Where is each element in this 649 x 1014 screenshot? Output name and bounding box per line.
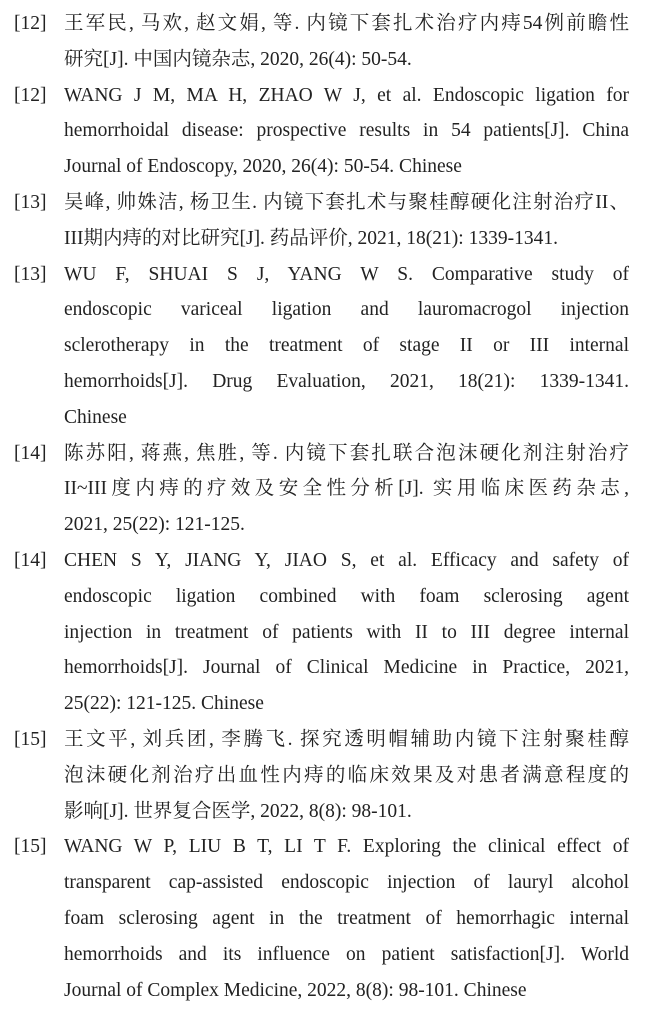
reference-text: 陈苏阳, 蒋燕, 焦胜, 等. 内镜下套扎联合泡沫硬化剂注射治疗 [64,442,629,464]
reference-line [14,292,629,328]
reference-text: endoscopic ligation combined with foam sclerosing agent [64,585,629,607]
reference-text: WU F, SHUAI S J, YANG W S. Comparative study of [64,263,629,285]
reference-line [14,543,629,579]
reference-line [14,937,629,973]
reference-list [14,6,629,1008]
reference-line [14,794,629,830]
reference-entry [14,185,629,257]
reference-text: transparent cap-assisted endoscopic injection of lauryl alcohol [64,872,629,894]
reference-line [14,221,629,257]
reference-text: Journal of Endoscopy, 2020, 26(4): 50-54. Chinese [64,156,462,178]
reference-entry [14,722,629,829]
reference-number: [13] [14,191,47,213]
reference-text: endoscopic variceal ligation and lauromacrogol injection [64,299,629,321]
reference-line [14,328,629,364]
reference-line [14,185,629,221]
reference-entry [14,6,629,78]
reference-entry [14,257,629,436]
reference-number: [12] [14,13,47,34]
reference-line [14,471,629,507]
reference-text: 王文平, 刘兵团, 李腾飞. 探究透明帽辅助内镜下注射聚桂醇 [64,728,629,750]
reference-entry [14,436,629,543]
reference-line [14,149,629,185]
reference-line [14,973,629,1009]
reference-line [14,901,629,937]
reference-entry [14,829,629,1008]
reference-line [14,579,629,615]
reference-text: 2021, 25(22): 121-125. [64,514,245,536]
reference-text: 影响[J]. 世界复合医学, 2022, 8(8): 98-101. [64,800,412,822]
reference-text: 泡沫硬化剂治疗出血性内痔的临床效果及对患者满意程度的 [64,764,629,786]
reference-line [14,42,629,78]
reference-text: WANG J M, MA H, ZHAO W J, et al. Endoscopic ligation for [64,84,629,106]
reference-text: WANG W P, LIU B T, LI T F. Exploring the clinical effect of [64,836,629,858]
reference-text: 研究[J]. 中国内镜杂志, 2020, 26(4): 50-54. [64,48,412,70]
reference-text: foam sclerosing agent in the treatment of hemorrhagic internal [64,907,629,929]
reference-text: CHEN S Y, JIANG Y, JIAO S, et al. Efficacy and safety of [64,549,629,571]
reference-text: injection in treatment of patients with II to III degree internal [64,621,629,643]
reference-line [14,507,629,543]
reference-entry [14,78,629,185]
reference-line [14,722,629,758]
reference-text: 吴峰, 帅姝洁, 杨卫生. 内镜下套扎术与聚桂醇硬化注射治疗II、 [64,191,629,213]
reference-line [14,364,629,400]
reference-text: sclerotherapy in the treatment of stage II or III internal [64,335,629,357]
reference-line [14,615,629,651]
reference-text: 王军民, 马欢, 赵文娟, 等. 内镜下套扎术治疗内痔54例前瞻性 [64,13,629,34]
reference-line [14,400,629,436]
reference-text: hemorrhoids[J]. Journal of Clinical Medicine in Practice, 2021, [64,657,629,679]
reference-number: [14] [14,442,47,464]
reference-line [14,78,629,114]
reference-number: [14] [14,549,47,571]
reference-number: [15] [14,836,47,858]
reference-text: Chinese [64,406,127,428]
reference-text: hemorrhoids[J]. Drug Evaluation, 2021, 18(21): 1339-1341. [64,370,629,392]
reference-line [14,758,629,794]
reference-text: hemorrhoids and its influence on patient satisfaction[J]. World [64,943,629,965]
reference-entry [14,543,629,722]
reference-text: III期内痔的对比研究[J]. 药品评价, 2021, 18(21): 1339-1341. [64,227,558,249]
reference-text: 25(22): 121-125. Chinese [64,693,264,715]
reference-line [14,6,629,42]
reference-text: II~III度内痔的疗效及安全性分析[J]. 实用临床医药杂志, [64,478,629,500]
reference-text: Journal of Complex Medicine, 2022, 8(8): 98-101. Chinese [64,979,527,1001]
reference-text: hemorrhoidal disease: prospective results in 54 patients[J]. China [64,120,629,142]
reference-number: [15] [14,728,47,750]
reference-number: [12] [14,84,47,106]
reference-line [14,113,629,149]
reference-line [14,865,629,901]
reference-line [14,829,629,865]
reference-line [14,686,629,722]
reference-line [14,436,629,472]
reference-number: [13] [14,263,47,285]
reference-line [14,257,629,293]
reference-line [14,650,629,686]
